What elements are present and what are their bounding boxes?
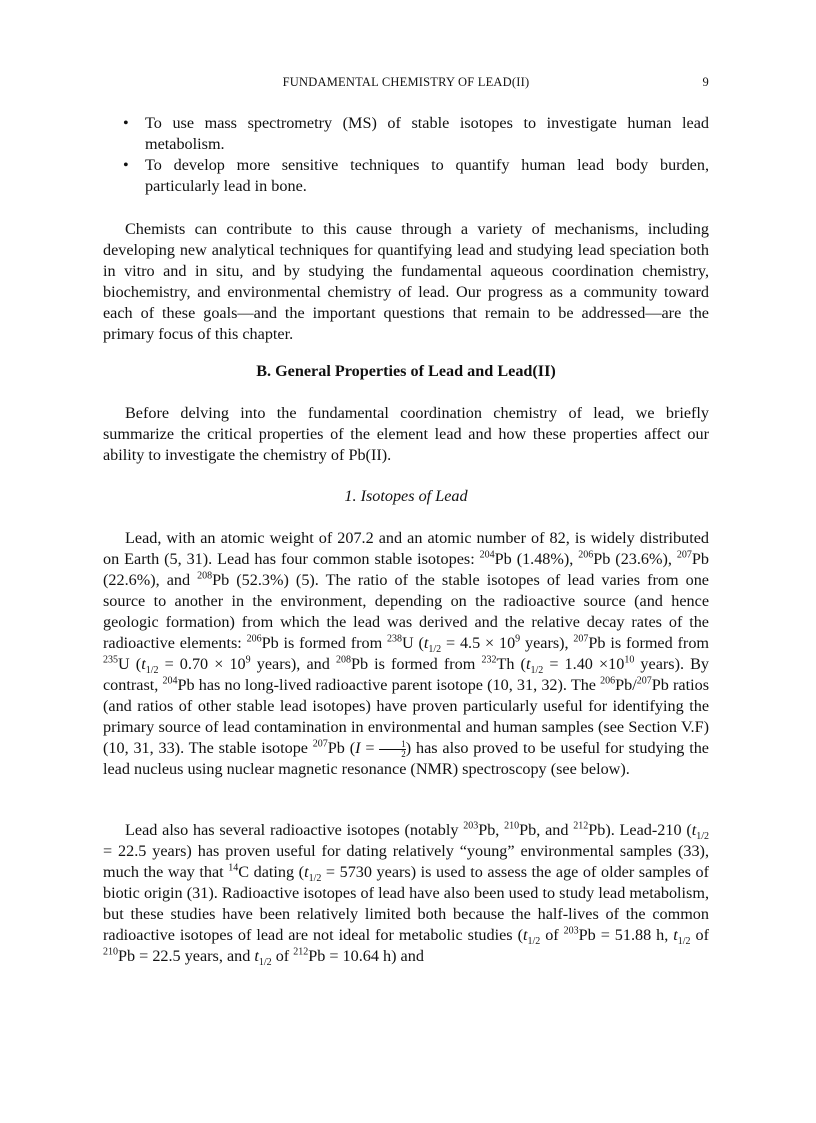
page-number: 9 <box>702 75 709 89</box>
fraction-one-half: $\frac{1}{2}$ <box>379 740 406 759</box>
paragraph-radioactive-isotopes: Lead also has several radioactive isotopes (notably $^{203}$Pb, $^{210}$Pb, and $^{212}$Pb). Lead-210 ($t_{1/2} = 22.5$ years) has proven useful for dating relatively “young” environmental samples (33), much the way that $^{14}$C dating ($t_{1/2} = 5730$ years) is used to assess the age of older samples of biotic origin (31). Radioactive isotopes of lead have also been used to study lead metabolism, but these studies have been relatively limited both because the half-lives of the common radioactive isotopes of lead are not ideal for metabolic studies ($t_{1/2}$ of $^{203}$Pb = 51.88 h, $t_{1/2}$ of $^{210}$Pb = 22.5 years, and $t_{1/2}$ of $^{212}$Pb = 10.64 h) and <box>103 820 710 969</box>
bullet-text: To use mass spectrometry (MS) of stable isotopes to investigate human lead metabolism. <box>145 114 709 153</box>
subsection-heading-isotopes: 1. Isotopes of Lead <box>344 487 468 505</box>
paragraph-before-delving: Before delving into the fundamental coordination chemistry of lead, we briefly summarize the critical properties of the element lead and how these properties affect our ability to investigate the chemistry of Pb(II). <box>103 404 709 464</box>
paragraph-isotopes: Lead, with an atomic weight of 207.2 and an atomic number of 82, is widely distributed on Earth (5, 31). Lead has four common stable isotopes: $^{204}$Pb (1.48%), $^{206}$Pb (23.6%), $^{207}$Pb (22.6%), and $^{208}$Pb (52.3%) (5). The ratio of the stable isotopes of lead varies from one source to another in the environment, depending on the radioactive source (and hence geologic formation) from which the lead was derived and the relative decay rates of the radioactive elements: $^{206}$Pb is formed from $^{238}$U ($t_{1/2} = 4.5 \times 10^9$ years), $^{207}$Pb is formed from $^{235}$U ($t_{1/2} = 0.70 \times 10^9$ years), and $^{208}$Pb is formed from $^{232}$Th ($t_{1/2} = 1.40 \times 10^{10}$ years). By contrast, $^{204}$Pb has no long-lived radioactive parent isotope (10, 31, 32). The $^{206}$Pb/$^{207}$Pb ratios (and ratios of other stable lead isotopes) have proven particularly useful for identifying the primary source of lead contamination in environmental and human samples (see Section V.F) (10, 31, 33). The stable isotope $^{207}$Pb (I = $\frac{1}{2}$ ) has also proved to be useful for studying the lead nucleus using nuclear magnetic resonance (NMR) spectroscopy (see below). <box>103 529 710 778</box>
bullet-text: To develop more sensitive techniques to quantify human lead body burden, particularly lead in bone. <box>145 156 709 195</box>
bullet-icon: • <box>123 114 129 132</box>
bullet-item <box>103 155 709 197</box>
section-heading-b: B. General Properties of Lead and Lead(II) <box>256 362 556 380</box>
bullet-list <box>103 113 709 197</box>
paragraph-chemists: Chemists can contribute to this cause through a variety of mechanisms, including developing new analytical techniques for quantifying lead and studying lead speciation both in vitro and in situ, and by studying the fundamental aqueous coordination chemistry, biochemistry, and environmental chemistry of lead. Our progress as a community toward each of these goals—and the important questions that remain to be addressed—are the primary focus of this chapter. <box>103 220 709 343</box>
bullet-item <box>103 113 709 155</box>
running-title: FUNDAMENTAL CHEMISTRY OF LEAD(II) <box>282 75 530 89</box>
bullet-icon: • <box>123 156 129 174</box>
